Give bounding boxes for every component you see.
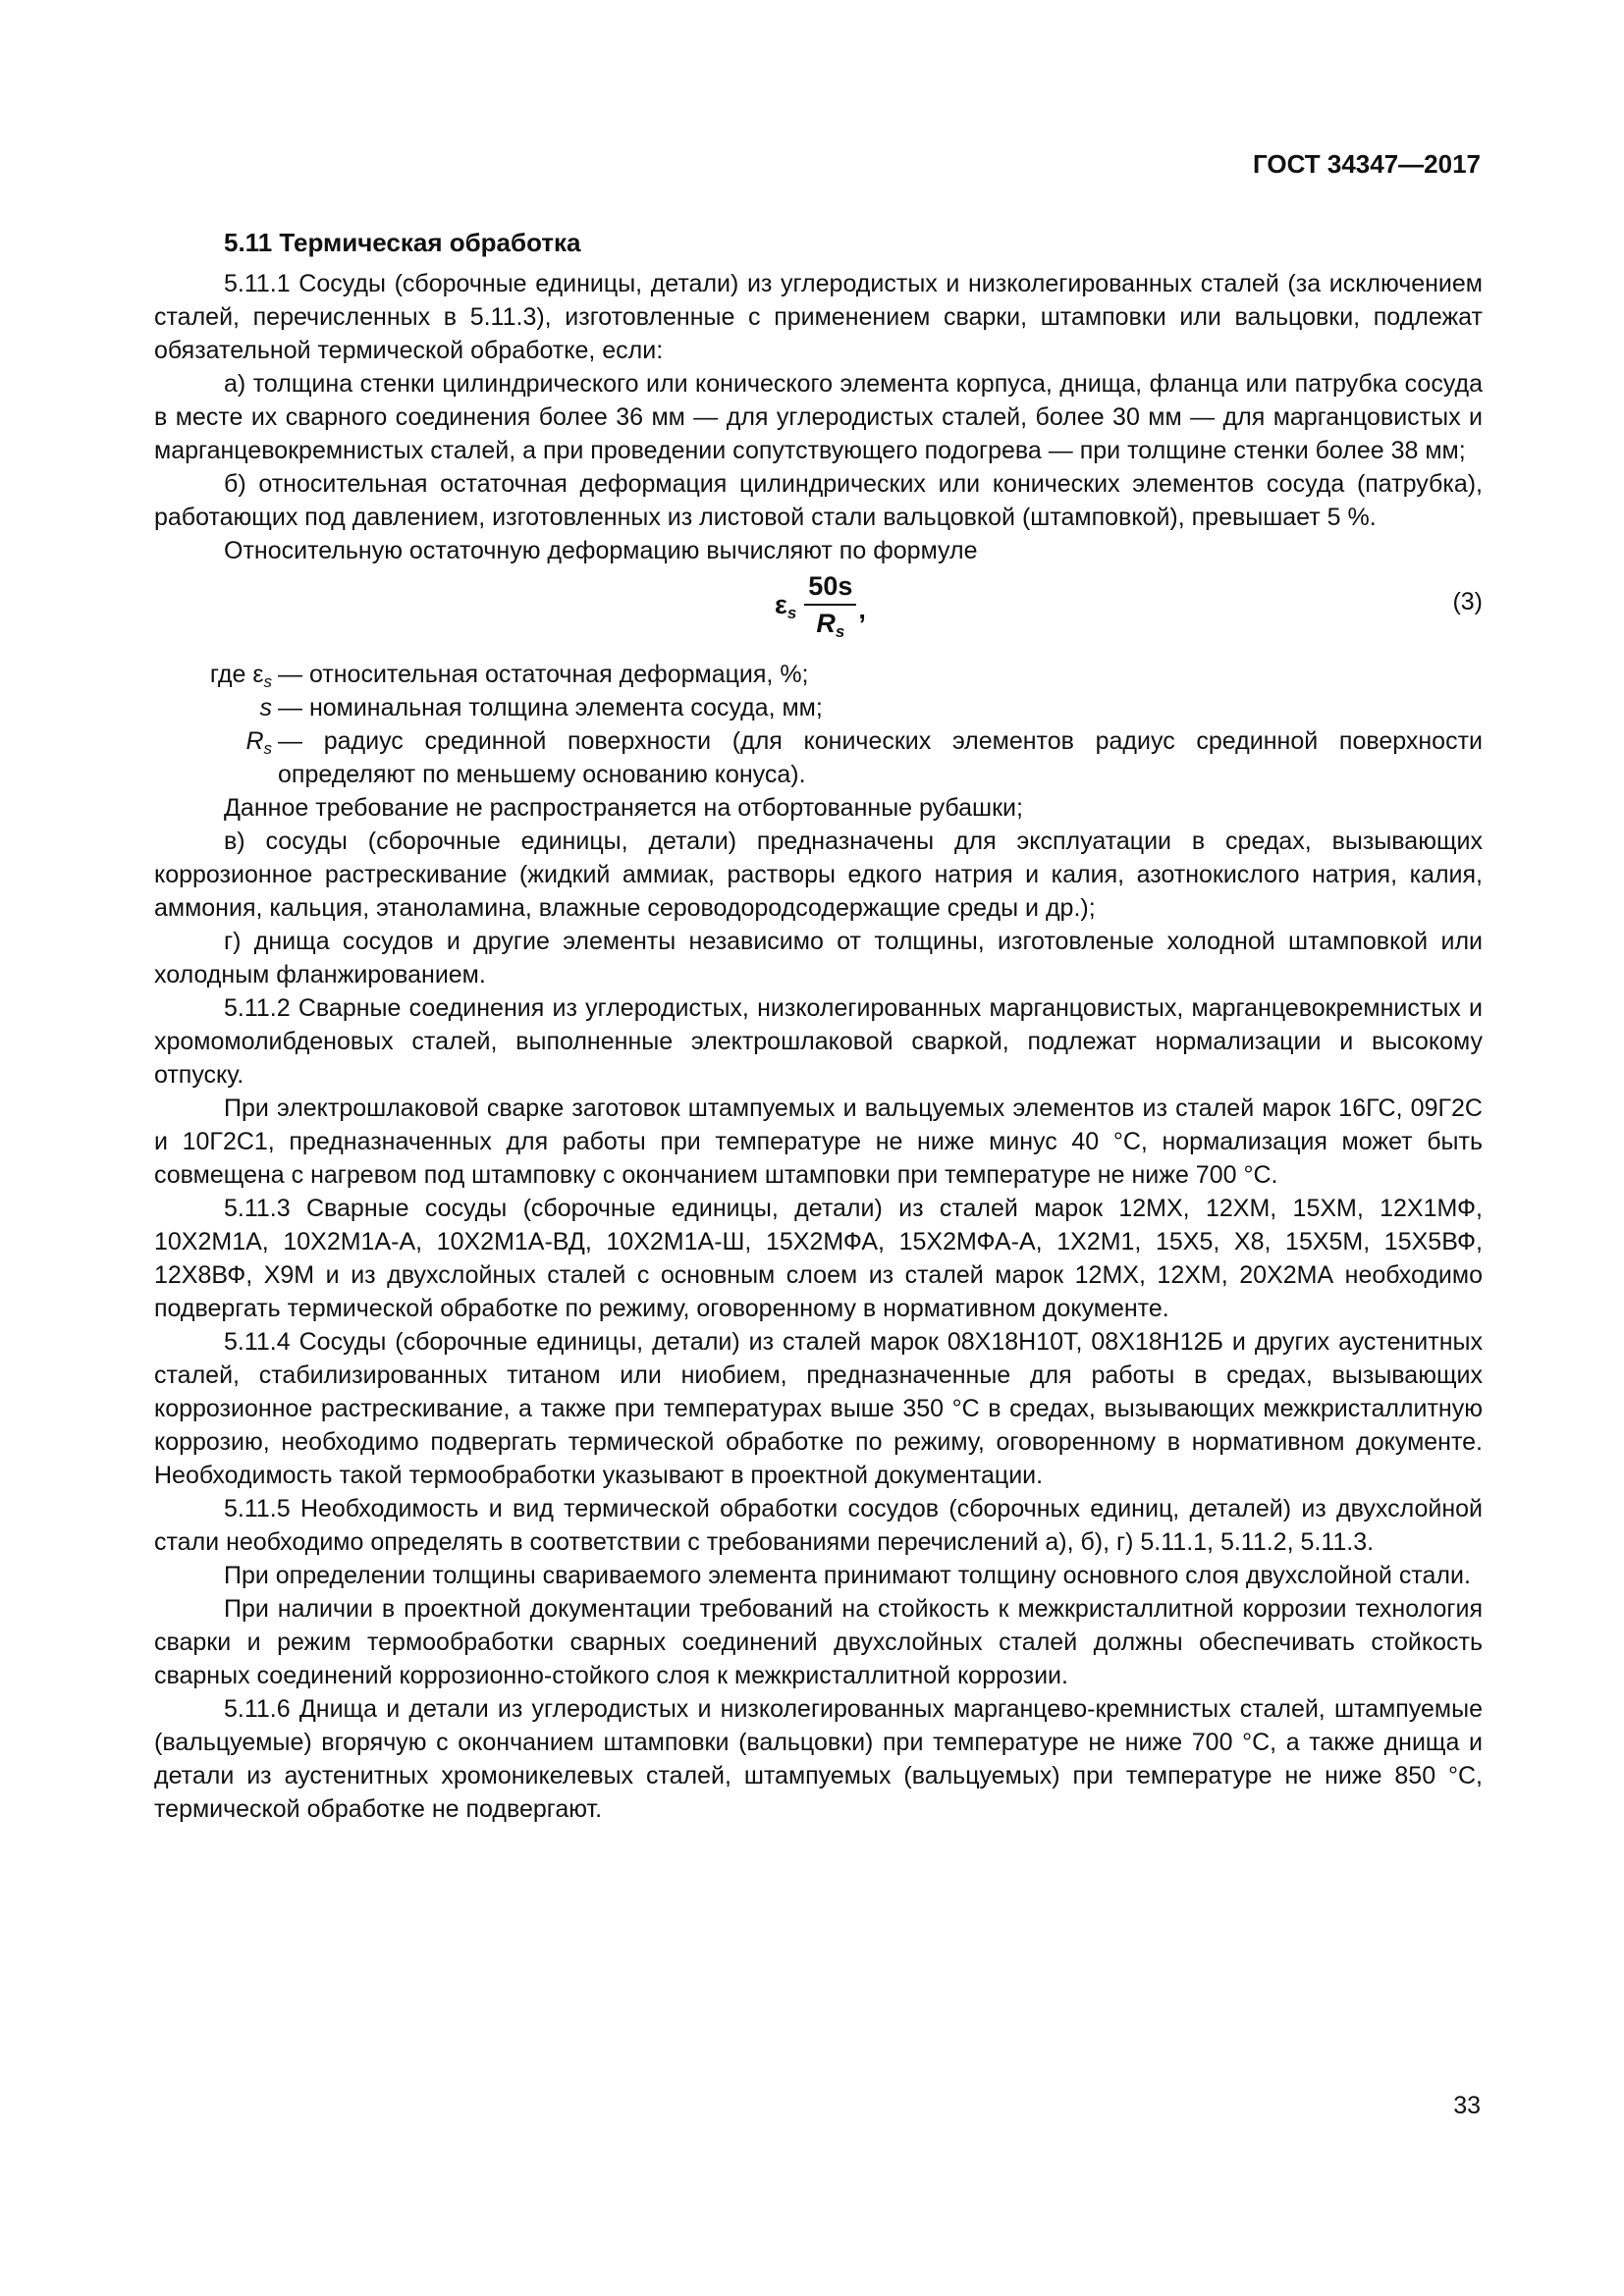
paragraph: При электрошлаковой сварке заготовок штампуемых и вальцуемых элементов из сталей марок 16ГС, 09Г2С и 10Г2С1, предназначенных для работы при температуре не ниже минус 40 °С, нормализация может быть совмещена с нагревом под штамповку с окончанием штамповки при температуре не ниже 700 °С. <box>154 1095 1483 1189</box>
definition-item <box>154 724 1483 791</box>
formula-expression <box>775 571 866 647</box>
definition-symbol: s <box>259 694 272 721</box>
formula-fraction <box>804 571 856 647</box>
formula-numerator: 50s <box>804 571 856 606</box>
definition-item <box>154 691 1483 724</box>
section-title: 5.11 Термическая обработка <box>224 228 581 257</box>
definitions-list <box>154 658 1483 791</box>
paragraph: в) сосуды (сборочные единицы, детали) предназначены для эксплуатации в средах, вызывающих коррозионное растрескивание (жидкий аммиак, растворы едкого натрия и калия, азотнокислого натрия, калия, аммония, кальция, этаноламина, влажные сероводородсодержащие среды и др.); <box>154 828 1483 922</box>
formula-lhs: $\varepsilon_s$ <box>775 590 797 622</box>
paragraph: 5.11.1 Сосуды (сборочные единицы, детали) из углеродистых и низколегированных сталей (за исключением сталей, перечисленных в 5.11.3), изготовленные с применением сварки, штамповки или вальцовки, подлежат обязательной термической обработке, если: <box>154 270 1483 364</box>
page-number: 33 <box>1453 2092 1481 2119</box>
paragraph: б) относительная остаточная деформация цилиндрических или конических элементов сосуда (патрубка), работающих под давлением, изготовленных из листовой стали вальцовкой (штамповкой), превышает 5 %. <box>154 470 1483 531</box>
paragraph: 5.11.6 Днища и детали из углеродистых и низколегированных марганцево-кремнистых сталей, штампуемые (вальцуемые) вгорячую с окончанием штамповки (вальцовки) при температуре не ниже 700 °С, а также днища и детали из аустенитных хромоникелевых сталей, штампуемых (вальцуемых) при температуре не ниже 850 °С, термической обработке не подвергают. <box>154 1695 1483 1823</box>
formula-trailing-comma: , <box>858 594 866 624</box>
definition-symbol: $R_s$ <box>245 727 272 758</box>
formula-3 <box>154 571 1483 652</box>
paragraph: Относительную остаточную деформацию вычисляют по формуле <box>224 537 978 564</box>
definition-text: — относительная остаточная деформация, %; <box>278 661 809 688</box>
paragraph: Данное требование не распространяется на отбортованные рубашки; <box>224 794 1023 822</box>
paragraph: г) днища сосудов и другие элементы независимо от толщины, изготовленые холодной штамповкой или холодным фланжированием. <box>154 928 1483 988</box>
definition-text: — номинальная толщина элемента сосуда, мм; <box>278 694 823 721</box>
paragraph: 5.11.5 Необходимость и вид термической обработки сосудов (сборочных единиц, деталей) из двухслойной стали необходимо определять в соответствии с требованиями перечислений а), б), г) 5.11.1, 5.11.2, 5.11.3. <box>154 1495 1483 1556</box>
paragraph: При наличии в проектной документации требований на стойкость к межкристаллитной коррозии технология сварки и режим термообработки сварных соединений двухслойных сталей должны обеспечивать стойкость сварных соединений коррозионно-стойкого слоя к межкристаллитной коррозии. <box>154 1595 1483 1689</box>
formula-denominator: $R_s$ <box>816 609 845 641</box>
definition-item <box>154 658 1483 691</box>
definition-text: — радиус срединной поверхности (для конических элементов радиус срединной поверхности определяют по меньшему основанию конуса). <box>278 727 1483 788</box>
document-id: ГОСТ 34347—2017 <box>1253 149 1481 179</box>
definition-symbol: где $\varepsilon_s$ <box>209 661 272 691</box>
paragraph: 5.11.2 Сварные соединения из углеродистых, низколегированных марганцовистых, марганцевокремнистых и хромомолибденовых сталей, выполненные электрошлаковой сваркой, подлежат нормализации и высокому отпуску. <box>154 994 1483 1089</box>
paragraph: 5.11.3 Сварные сосуды (сборочные единицы, детали) из сталей марок 12МХ, 12ХМ, 15ХМ, 12Х1МФ, 10Х2М1А, 10Х2М1А-А, 10Х2М1А-ВД, 10Х2М1А-Ш, 15Х2МФА, 15Х2МФА-А, 1Х2М1, 15Х5, Х8, 15Х5М, 15Х5ВФ, 12Х8ВФ, Х9М и из двухслойных сталей с основным слоем из сталей марок 12МХ, 12ХМ, 20Х2МА необходимо подвергать термической обработке по режиму, оговоренному в нормативном документе. <box>154 1195 1483 1322</box>
formula-number: (3) <box>1452 588 1483 615</box>
page-body <box>154 226 1483 1826</box>
paragraph: При определении толщины свариваемого элемента принимают толщину основного слоя двухслойной стали. <box>224 1562 1471 1589</box>
paragraph: 5.11.4 Сосуды (сборочные единицы, детали) из сталей марок 08Х18Н10Т, 08Х18Н12Б и других аустенитных сталей, стабилизированных титаном или ниобием, предназначенные для работы в средах, вызывающих коррозионное растрескивание, а также при температурах выше 350 °С в средах, вызывающих межкристаллитную коррозию, необходимо подвергать термической обработке по режиму, оговоренному в нормативном документе. Необходимость такой термообработки указывают в проектной документации. <box>154 1328 1483 1489</box>
paragraph: а) толщина стенки цилиндрического или конического элемента корпуса, днища, фланца или патрубка сосуда в месте их сварного соединения более 36 мм — для углеродистых сталей, более 30 мм — для марганцовистых и марганцевокремнистых сталей, а при проведении сопутствующего подогрева — при толщине стенки более 38 мм; <box>154 370 1483 464</box>
